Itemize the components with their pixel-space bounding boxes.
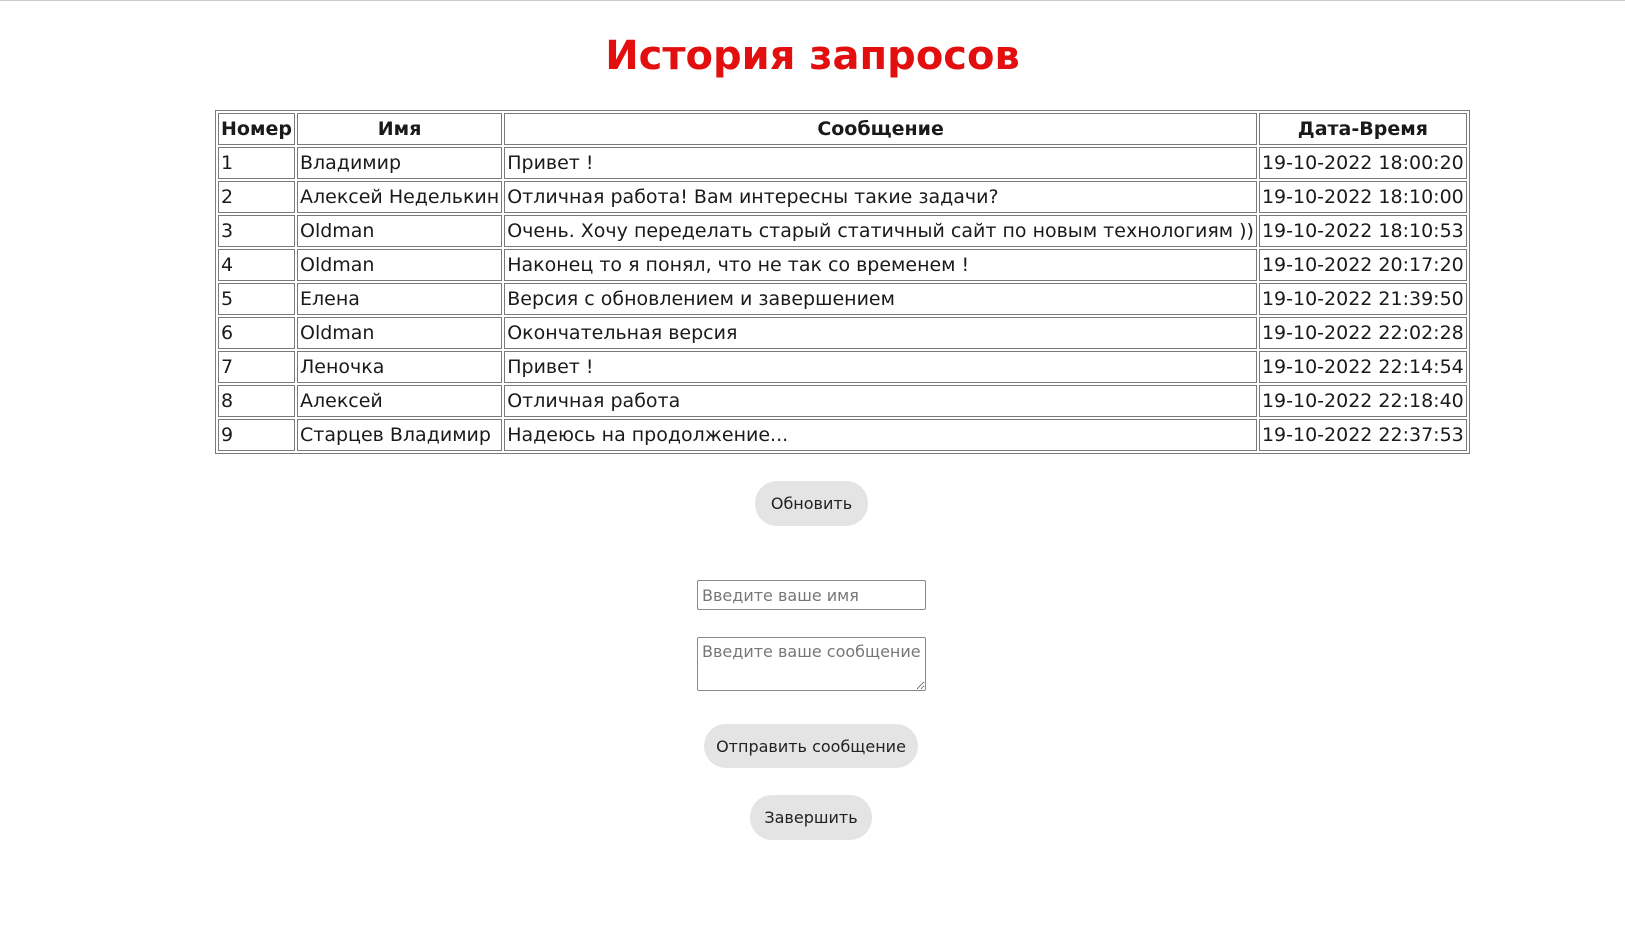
cell-message: Версия с обновлением и завершением bbox=[504, 283, 1257, 315]
top-divider bbox=[0, 0, 1625, 1]
send-message-button[interactable]: Отправить сообщение bbox=[704, 724, 918, 768]
cell-number: 8 bbox=[218, 385, 295, 417]
cell-name: Леночка bbox=[297, 351, 502, 383]
page-title: История запросов bbox=[605, 33, 1020, 79]
table-row bbox=[218, 419, 1467, 451]
cell-datetime: 19-10-2022 18:10:00 bbox=[1259, 181, 1467, 213]
cell-number: 9 bbox=[218, 419, 295, 451]
header-number: Номер bbox=[218, 113, 295, 145]
table-row bbox=[218, 181, 1467, 213]
cell-message: Привет ! bbox=[504, 351, 1257, 383]
cell-datetime: 19-10-2022 21:39:50 bbox=[1259, 283, 1467, 315]
cell-name: Oldman bbox=[297, 249, 502, 281]
table-row bbox=[218, 249, 1467, 281]
cell-name: Старцев Владимир bbox=[297, 419, 502, 451]
table-row bbox=[218, 317, 1467, 349]
cell-message: Надеюсь на продолжение... bbox=[504, 419, 1257, 451]
cell-name: Алексей Неделькин bbox=[297, 181, 502, 213]
message-textarea[interactable] bbox=[697, 637, 926, 691]
cell-datetime: 19-10-2022 18:00:20 bbox=[1259, 147, 1467, 179]
cell-number: 4 bbox=[218, 249, 295, 281]
finish-button[interactable]: Завершить bbox=[750, 795, 872, 840]
cell-datetime: 19-10-2022 22:18:40 bbox=[1259, 385, 1467, 417]
history-table bbox=[215, 110, 1470, 454]
cell-name: Елена bbox=[297, 283, 502, 315]
name-input[interactable] bbox=[697, 580, 926, 610]
cell-name: Алексей bbox=[297, 385, 502, 417]
header-datetime: Дата-Время bbox=[1259, 113, 1467, 145]
header-name: Имя bbox=[297, 113, 502, 145]
cell-name: Владимир bbox=[297, 147, 502, 179]
table-row bbox=[218, 385, 1467, 417]
cell-name: Oldman bbox=[297, 215, 502, 247]
refresh-button[interactable]: Обновить bbox=[755, 481, 868, 526]
cell-datetime: 19-10-2022 22:37:53 bbox=[1259, 419, 1467, 451]
cell-number: 7 bbox=[218, 351, 295, 383]
cell-message: Привет ! bbox=[504, 147, 1257, 179]
cell-message: Отличная работа bbox=[504, 385, 1257, 417]
cell-number: 5 bbox=[218, 283, 295, 315]
cell-datetime: 19-10-2022 18:10:53 bbox=[1259, 215, 1467, 247]
table-row bbox=[218, 351, 1467, 383]
cell-name: Oldman bbox=[297, 317, 502, 349]
cell-number: 1 bbox=[218, 147, 295, 179]
cell-datetime: 19-10-2022 22:14:54 bbox=[1259, 351, 1467, 383]
cell-message: Наконец то я понял, что не так со временем ! bbox=[504, 249, 1257, 281]
cell-datetime: 19-10-2022 20:17:20 bbox=[1259, 249, 1467, 281]
table-row bbox=[218, 215, 1467, 247]
table-row bbox=[218, 283, 1467, 315]
cell-number: 6 bbox=[218, 317, 295, 349]
cell-message: Окончательная версия bbox=[504, 317, 1257, 349]
cell-message: Отличная работа! Вам интересны такие задачи? bbox=[504, 181, 1257, 213]
cell-number: 3 bbox=[218, 215, 295, 247]
table-row bbox=[218, 147, 1467, 179]
header-message: Сообщение bbox=[504, 113, 1257, 145]
table-header-row bbox=[218, 113, 1467, 145]
cell-message: Очень. Хочу переделать старый статичный сайт по новым технологиям )) bbox=[504, 215, 1257, 247]
cell-number: 2 bbox=[218, 181, 295, 213]
cell-datetime: 19-10-2022 22:02:28 bbox=[1259, 317, 1467, 349]
